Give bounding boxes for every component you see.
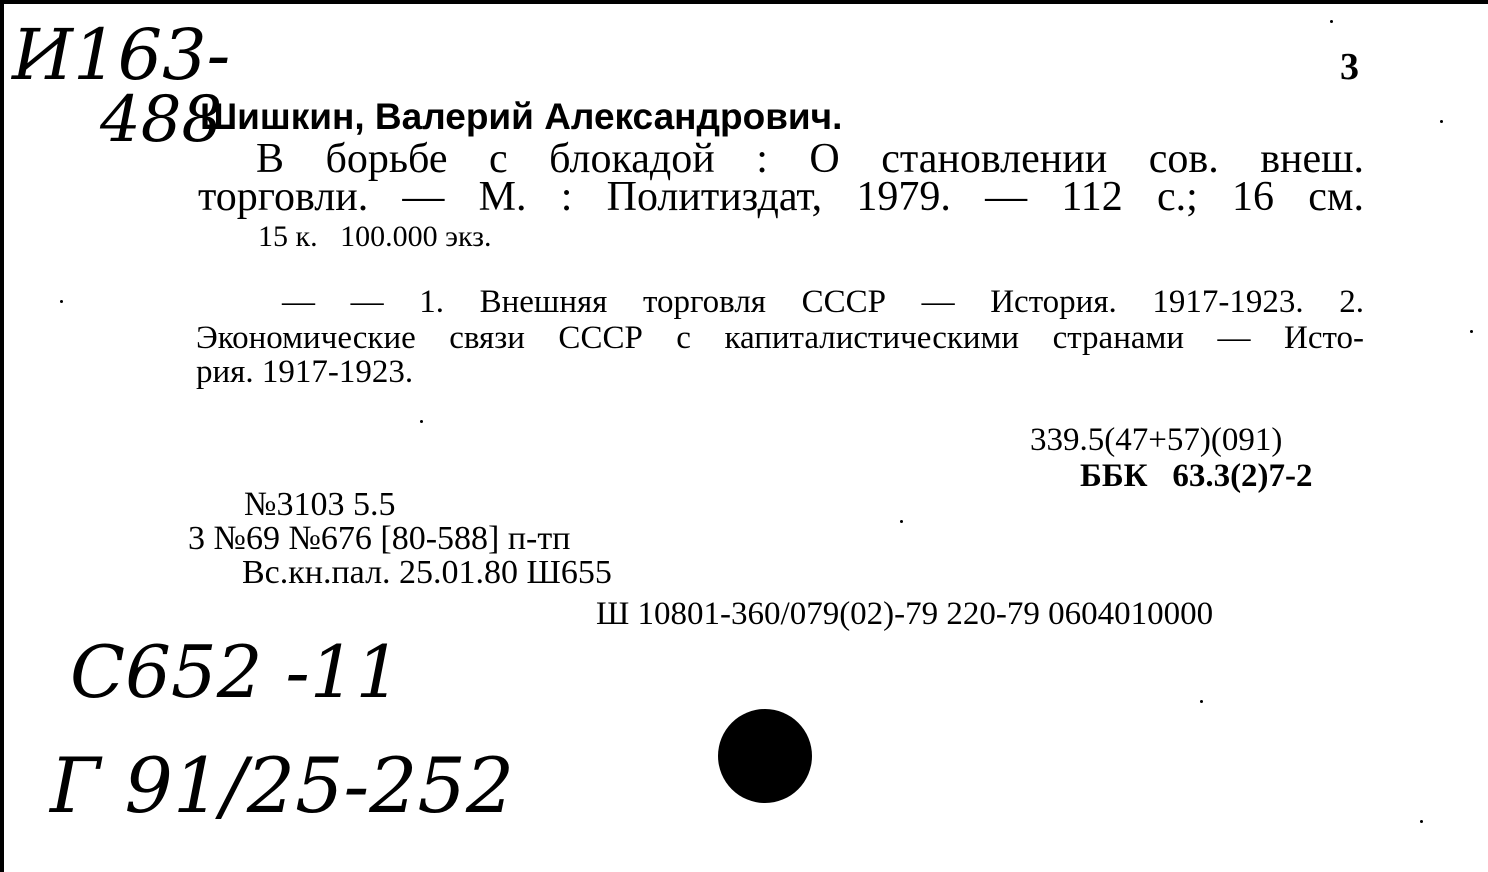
handwritten-shelfmark-line2: 488 (100, 83, 223, 157)
subjects-line-1: — — 1. Внешняя торговля СССР — История. 1917-1923. 2. (282, 284, 1364, 320)
title-line-1: В борьбе с блокадой : О становлении сов. внеш. (256, 136, 1364, 182)
speck (420, 420, 423, 423)
speck (1200, 700, 1203, 703)
chamber-code-line: Ш 10801-360/079(02)-79 220-79 0604010000 (596, 596, 1214, 632)
order-line-2: 3 №69 №676 [80-588] п-тп (188, 520, 571, 557)
price-and-print-run: 15 к. 100.000 экз. (258, 220, 492, 253)
subjects-line-3: рия. 1917-1923. (196, 354, 414, 390)
order-line-1: №3103 5.5 (244, 486, 396, 523)
handwritten-note-2: Г 91/25-252 (50, 741, 515, 830)
punch-hole (718, 709, 812, 803)
handwritten-note-1: С652 -11 (70, 630, 402, 714)
card-border-left (0, 0, 4, 872)
handwritten-shelfmark-line1: И163- (12, 14, 231, 96)
bbk-index: ББК 63.3(2)7-2 (1080, 458, 1313, 494)
title-line-2: торговли. — М. : Политиздат, 1979. — 112 с.; 16 см. (198, 174, 1364, 220)
speck (1420, 820, 1423, 823)
speck (1330, 20, 1333, 23)
speck (1440, 120, 1443, 123)
author-heading: Шишкин, Валерий Александрович. (200, 96, 843, 137)
order-line-3: Вс.кн.пал. 25.01.80 Ш655 (242, 554, 612, 591)
card-border-top (0, 0, 1488, 4)
speck (60, 300, 63, 303)
speck (1470, 330, 1473, 333)
udc-index: 339.5(47+57)(091) (1030, 422, 1283, 458)
card-number: 3 (1340, 46, 1359, 88)
subjects-line-2: Экономические связи СССР с капиталистическими странами — Исто- (196, 320, 1364, 356)
speck (900, 520, 903, 523)
